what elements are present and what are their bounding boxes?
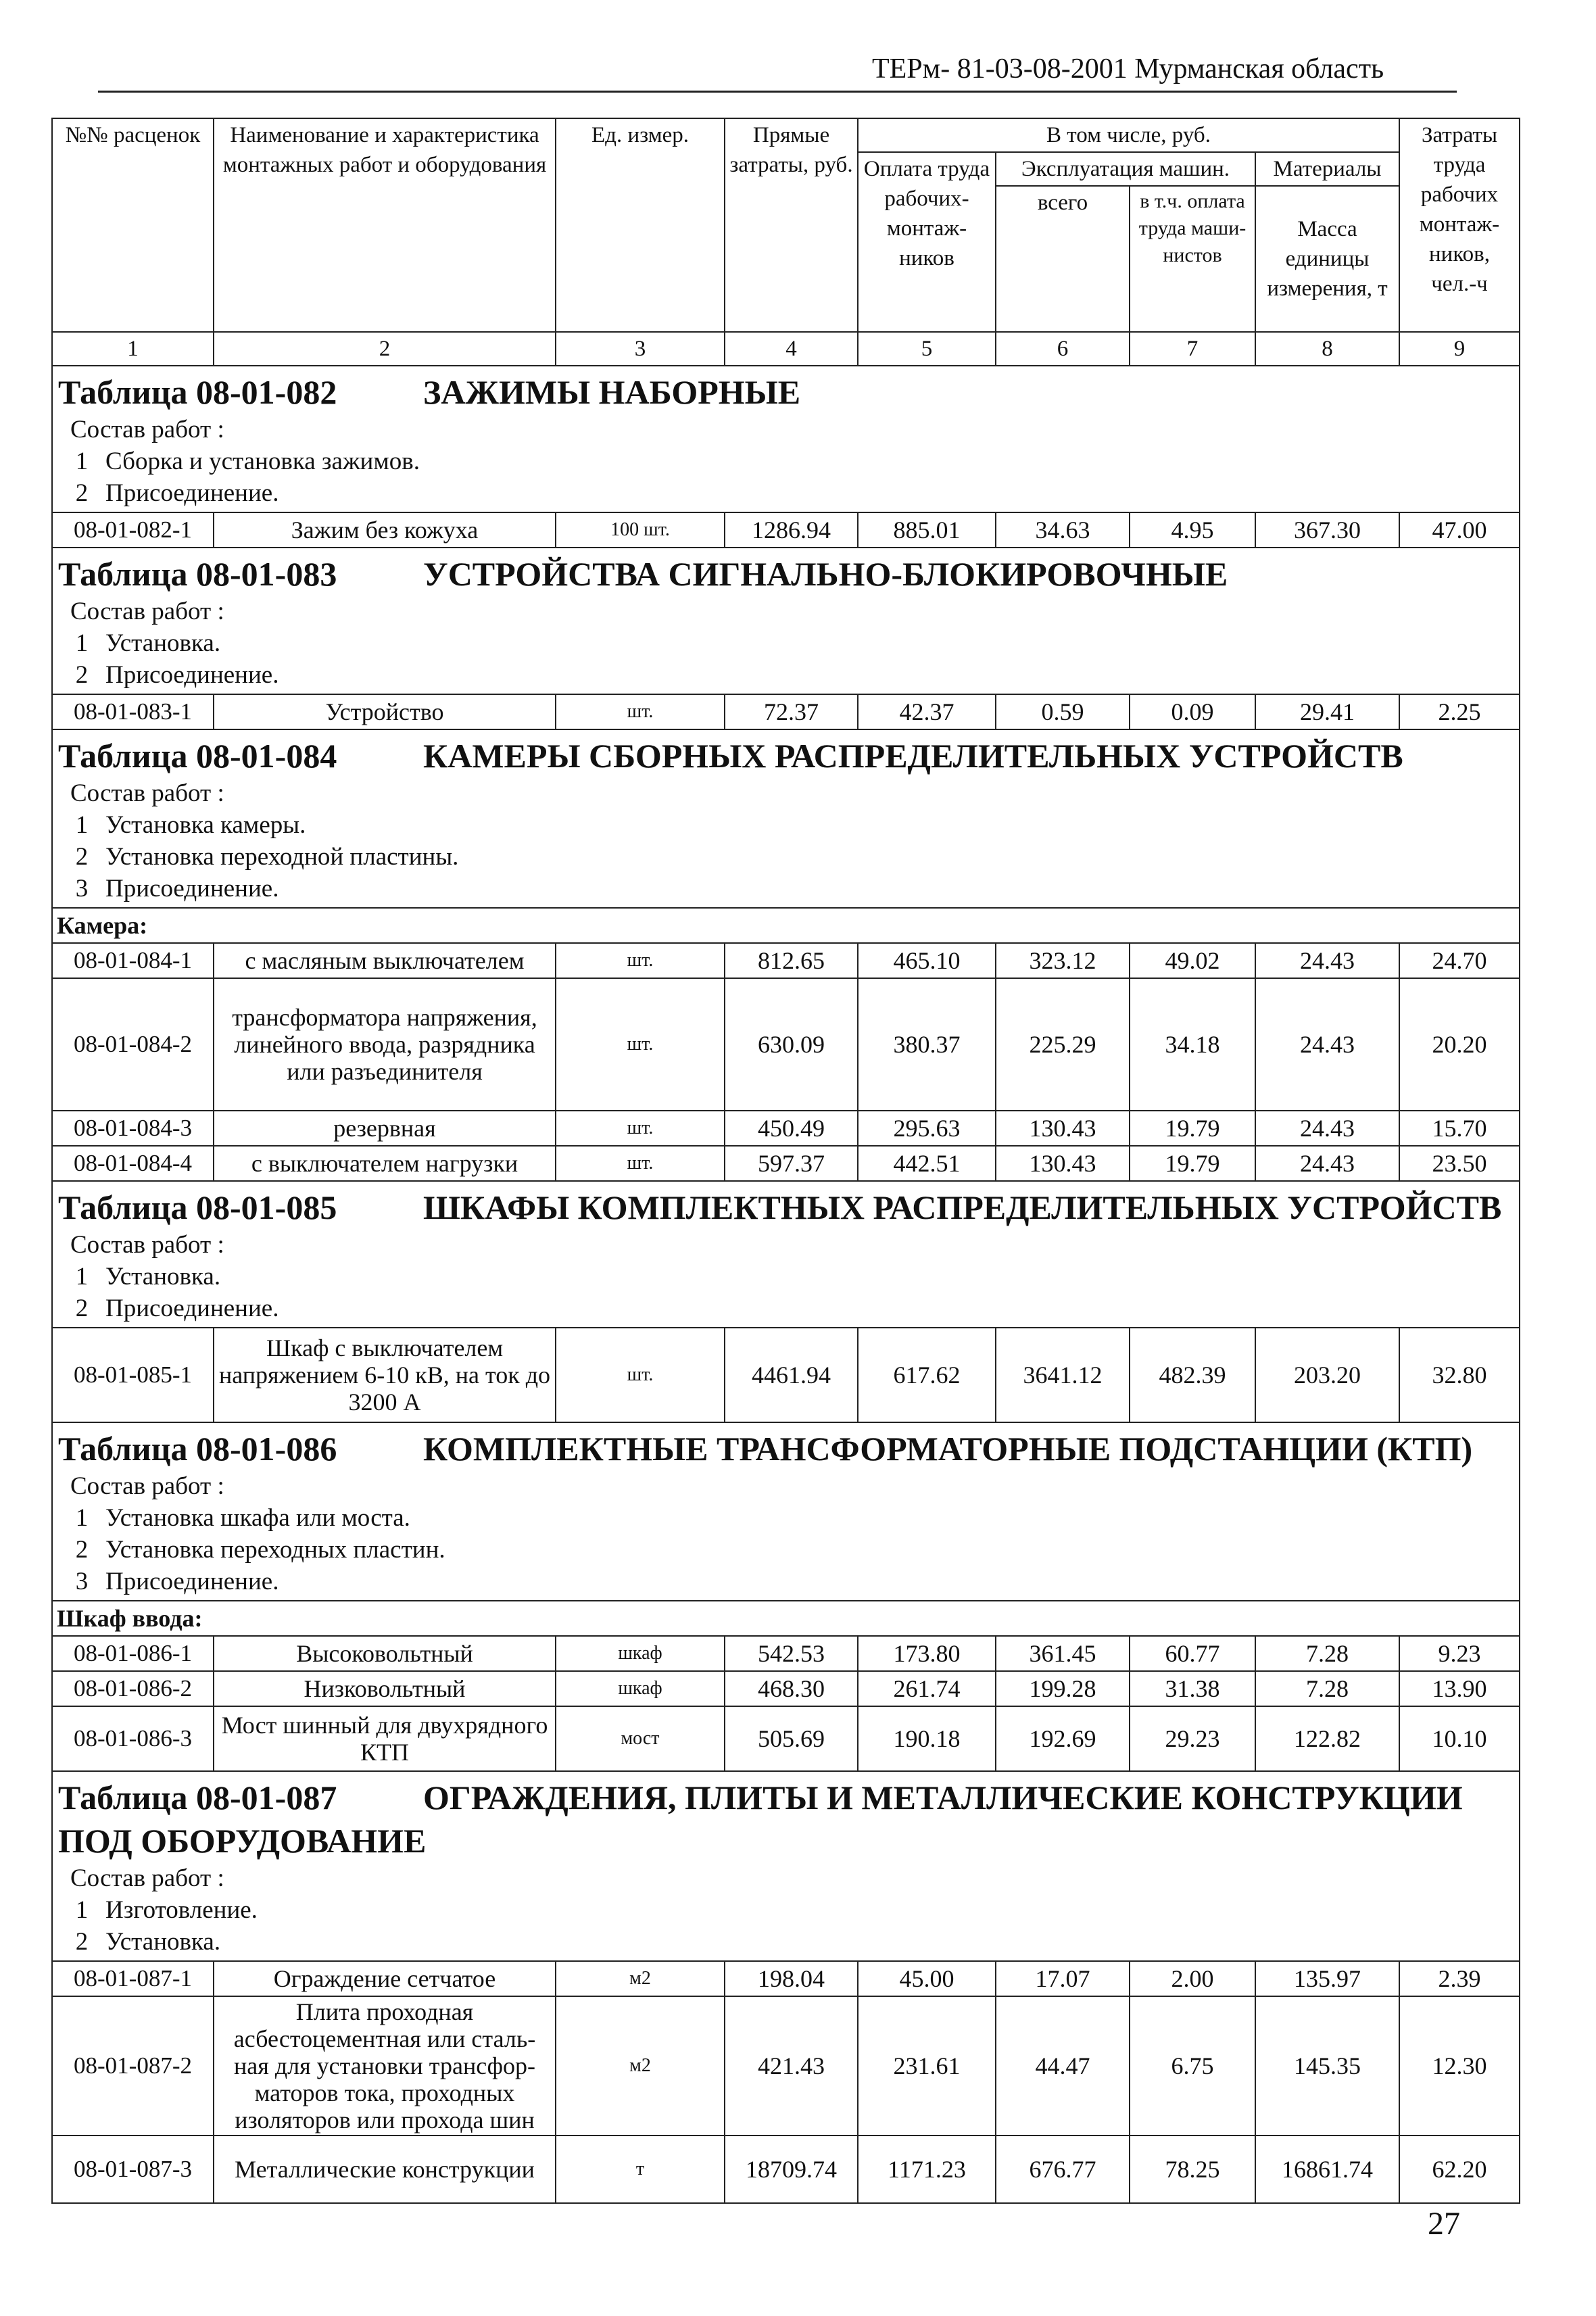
col-number: 3	[556, 332, 725, 366]
work-name: Устройство	[214, 694, 556, 729]
machine-labor-cost: 49.02	[1130, 943, 1255, 978]
labor-cost: 42.37	[858, 694, 996, 729]
works-item-text: Присоединение.	[105, 1568, 279, 1595]
unit: шт.	[556, 1111, 725, 1146]
rate-code: 08-01-084-4	[52, 1146, 214, 1181]
works-label: Состав работ :	[70, 1231, 224, 1259]
section-title	[58, 552, 1514, 596]
col-header-mass: Масса единицы измерения, т	[1255, 186, 1399, 332]
section-number: Таблица 08-01-082	[58, 373, 337, 411]
works-item	[58, 1534, 1514, 1566]
section-title	[58, 1186, 1514, 1229]
section-header	[52, 729, 1520, 908]
direct-cost: 597.37	[725, 1146, 858, 1181]
works-label: Состав работ :	[70, 598, 224, 625]
machine-cost: 130.43	[996, 1146, 1130, 1181]
labor-hours: 62.20	[1399, 2136, 1520, 2203]
labor-cost: 261.74	[858, 1671, 996, 1706]
direct-cost: 630.09	[725, 978, 858, 1111]
works-item-text: Установка переходной пластины.	[105, 843, 459, 871]
rate-code: 08-01-087-3	[52, 2136, 214, 2203]
works-item-text: Присоединение.	[105, 661, 279, 689]
works-item-text: Присоединение.	[105, 1295, 279, 1322]
page-number: 27	[1428, 2206, 1460, 2242]
works-item	[58, 1293, 1514, 1324]
table-row	[52, 1996, 1520, 2136]
table-row	[52, 1328, 1520, 1422]
labor-hours: 15.70	[1399, 1111, 1520, 1146]
works-item-number: 1	[75, 1896, 89, 1924]
machine-labor-cost: 19.79	[1130, 1146, 1255, 1181]
direct-cost: 18709.74	[725, 2136, 858, 2203]
labor-hours: 13.90	[1399, 1671, 1520, 1706]
works-label: Состав работ :	[70, 1472, 224, 1500]
machine-cost: 199.28	[996, 1671, 1130, 1706]
works-item-text: Присоединение.	[105, 479, 279, 507]
section-title	[58, 370, 1514, 414]
works-item-text: Установка.	[105, 1928, 221, 1956]
material-cost: 145.35	[1255, 1996, 1399, 2136]
works-item-text: Установка.	[105, 1263, 221, 1290]
section-number: Таблица 08-01-083	[58, 555, 337, 593]
unit: шт.	[556, 978, 725, 1111]
col-number: 5	[858, 332, 996, 366]
works-item-text: Установка шкафа или моста.	[105, 1504, 410, 1532]
machine-cost: 34.63	[996, 512, 1130, 548]
labor-cost: 231.61	[858, 1996, 996, 2136]
direct-cost: 72.37	[725, 694, 858, 729]
col-number: 6	[996, 332, 1130, 366]
section-name: ОГРАЖДЕНИЯ, ПЛИТЫ И МЕТАЛЛИЧЕСКИЕ КОНСТРУКЦИИ ПОД ОБОРУДОВАНИЕ	[58, 1779, 1463, 1860]
works-label: Состав работ :	[70, 1864, 224, 1892]
works-item-number: 1	[75, 811, 89, 839]
section-name: УСТРОЙСТВА СИГНАЛЬНО-БЛОКИРОВОЧНЫЕ	[423, 555, 1228, 593]
labor-cost: 45.00	[858, 1961, 996, 1996]
section-name: КАМЕРЫ СБОРНЫХ РАСПРЕДЕЛИТЕЛЬНЫХ УСТРОЙСТВ	[423, 737, 1403, 775]
works-item-number: 2	[75, 479, 89, 507]
section-header-row	[52, 1771, 1520, 1961]
machine-cost: 192.69	[996, 1706, 1130, 1771]
section-name: ЗАЖИМЫ НАБОРНЫЕ	[423, 373, 801, 411]
col-number: 7	[1130, 332, 1255, 366]
works-item-number: 2	[75, 1536, 89, 1564]
labor-hours: 23.50	[1399, 1146, 1520, 1181]
rate-code: 08-01-084-2	[52, 978, 214, 1111]
direct-cost: 812.65	[725, 943, 858, 978]
labor-cost: 190.18	[858, 1706, 996, 1771]
labor-cost: 1171.23	[858, 2136, 996, 2203]
unit: шт.	[556, 1328, 725, 1422]
group-row	[52, 908, 1520, 943]
works-item	[58, 627, 1514, 659]
unit: шкаф	[556, 1671, 725, 1706]
table-body	[52, 366, 1520, 2203]
rate-code: 08-01-086-3	[52, 1706, 214, 1771]
works-item-number: 3	[75, 1568, 89, 1595]
machine-cost: 323.12	[996, 943, 1130, 978]
table-row	[52, 2136, 1520, 2203]
labor-hours: 12.30	[1399, 1996, 1520, 2136]
labor-hours: 20.20	[1399, 978, 1520, 1111]
section-title	[58, 1776, 1514, 1862]
machine-cost: 225.29	[996, 978, 1130, 1111]
work-name: Плита проходная асбестоцементная или сталь-ная для установки трансфор-маторов тока, проходных изоляторов или прохода шин	[214, 1996, 556, 2136]
unit: шт.	[556, 1146, 725, 1181]
table-row	[52, 1961, 1520, 1996]
works-item-text: Установка.	[105, 629, 221, 657]
work-name: Металлические конструкции	[214, 2136, 556, 2203]
labor-hours: 10.10	[1399, 1706, 1520, 1771]
unit: м2	[556, 1996, 725, 2136]
labor-hours: 2.25	[1399, 694, 1520, 729]
labor-cost: 295.63	[858, 1111, 996, 1146]
works-item-number: 3	[75, 875, 89, 902]
col-header-code: №№ расценок	[52, 118, 214, 332]
table-row	[52, 1146, 1520, 1181]
work-name: резервная	[214, 1111, 556, 1146]
rate-code: 08-01-084-1	[52, 943, 214, 978]
material-cost: 24.43	[1255, 978, 1399, 1111]
section-header	[52, 1771, 1520, 1961]
machine-labor-cost: 60.77	[1130, 1636, 1255, 1671]
labor-cost: 442.51	[858, 1146, 996, 1181]
rate-code: 08-01-085-1	[52, 1328, 214, 1422]
machine-labor-cost: 6.75	[1130, 1996, 1255, 2136]
group-row	[52, 1601, 1520, 1636]
works-item-number: 2	[75, 1928, 89, 1956]
labor-cost: 617.62	[858, 1328, 996, 1422]
work-name: Низковольтный	[214, 1671, 556, 1706]
section-header-row	[52, 1422, 1520, 1601]
machine-labor-cost: 29.23	[1130, 1706, 1255, 1771]
rate-code: 08-01-086-1	[52, 1636, 214, 1671]
col-number: 1	[52, 332, 214, 366]
works-item	[58, 809, 1514, 841]
rate-code: 08-01-084-3	[52, 1111, 214, 1146]
material-cost: 367.30	[1255, 512, 1399, 548]
machine-cost: 0.59	[996, 694, 1130, 729]
work-name: с масляным выключателем	[214, 943, 556, 978]
section-number: Таблица 08-01-087	[58, 1779, 337, 1816]
works-item-text: Изготовление.	[105, 1896, 258, 1924]
rate-code: 08-01-083-1	[52, 694, 214, 729]
col-number: 2	[214, 332, 556, 366]
machine-labor-cost: 34.18	[1130, 978, 1255, 1111]
material-cost: 24.43	[1255, 1146, 1399, 1181]
section-header	[52, 1181, 1520, 1328]
machine-cost: 130.43	[996, 1111, 1130, 1146]
material-cost: 122.82	[1255, 1706, 1399, 1771]
works-label: Состав работ :	[70, 779, 224, 807]
works-item-number: 1	[75, 448, 89, 475]
work-name: Мост шинный для двухрядного КТП	[214, 1706, 556, 1771]
labor-hours: 24.70	[1399, 943, 1520, 978]
rate-code: 08-01-086-2	[52, 1671, 214, 1706]
material-cost: 24.43	[1255, 943, 1399, 978]
works-item	[58, 445, 1514, 477]
direct-cost: 1286.94	[725, 512, 858, 548]
table-row	[52, 978, 1520, 1111]
material-cost: 29.41	[1255, 694, 1399, 729]
document-header: ТЕРм- 81-03-08-2001 Мурманская область	[872, 53, 1384, 85]
section-title	[58, 1427, 1514, 1470]
section-number: Таблица 08-01-084	[58, 737, 337, 775]
section-number: Таблица 08-01-085	[58, 1188, 337, 1226]
material-cost: 7.28	[1255, 1671, 1399, 1706]
work-name: Зажим без кожуха	[214, 512, 556, 548]
section-name: ШКАФЫ КОМПЛЕКТНЫХ РАСПРЕДЕЛИТЕЛЬНЫХ УСТРОЙСТВ	[423, 1188, 1502, 1226]
col-header-name: Наименование и характеристика монтажных работ и оборудования	[214, 118, 556, 332]
section-header	[52, 548, 1520, 694]
machine-cost: 3641.12	[996, 1328, 1130, 1422]
works-item	[58, 873, 1514, 904]
works-item	[58, 1502, 1514, 1534]
labor-hours: 9.23	[1399, 1636, 1520, 1671]
machine-labor-cost: 2.00	[1130, 1961, 1255, 1996]
direct-cost: 198.04	[725, 1961, 858, 1996]
labor-cost: 380.37	[858, 978, 996, 1111]
works-item	[58, 477, 1514, 509]
direct-cost: 542.53	[725, 1636, 858, 1671]
machine-cost: 676.77	[996, 2136, 1130, 2203]
material-cost: 135.97	[1255, 1961, 1399, 1996]
work-name: с выключателем нагрузки	[214, 1146, 556, 1181]
rate-code: 08-01-087-1	[52, 1961, 214, 1996]
col-header-machines: Эксплуатация машин.	[996, 152, 1255, 186]
group-label: Шкаф ввода:	[52, 1601, 1520, 1636]
works-item-number: 2	[75, 843, 89, 871]
machine-labor-cost: 482.39	[1130, 1328, 1255, 1422]
section-header-row	[52, 366, 1520, 512]
labor-cost: 465.10	[858, 943, 996, 978]
col-header-labor: Оплата труда рабочих-монтаж-ников	[858, 152, 996, 332]
works-label: Состав работ :	[70, 416, 224, 443]
machine-labor-cost: 4.95	[1130, 512, 1255, 548]
material-cost: 24.43	[1255, 1111, 1399, 1146]
direct-cost: 4461.94	[725, 1328, 858, 1422]
table-row	[52, 1636, 1520, 1671]
unit: шт.	[556, 943, 725, 978]
col-header-including: В том числе, руб.	[858, 118, 1399, 152]
section-title	[58, 734, 1514, 777]
works-item-number: 2	[75, 1295, 89, 1322]
table-row	[52, 1111, 1520, 1146]
unit: м2	[556, 1961, 725, 1996]
col-number: 9	[1399, 332, 1520, 366]
machine-labor-cost: 78.25	[1130, 2136, 1255, 2203]
col-header-machines-total: всего	[996, 186, 1130, 332]
labor-hours: 47.00	[1399, 512, 1520, 548]
section-header-row	[52, 729, 1520, 908]
col-number: 4	[725, 332, 858, 366]
unit: шкаф	[556, 1636, 725, 1671]
works-item-number: 1	[75, 629, 89, 657]
works-item	[58, 1261, 1514, 1293]
direct-cost: 421.43	[725, 1996, 858, 2136]
table-row	[52, 512, 1520, 548]
machine-labor-cost: 0.09	[1130, 694, 1255, 729]
works-item-text: Установка переходных пластин.	[105, 1536, 445, 1564]
unit: шт.	[556, 694, 725, 729]
material-cost: 16861.74	[1255, 2136, 1399, 2203]
works-item-number: 1	[75, 1504, 89, 1532]
works-item-text: Установка камеры.	[105, 811, 306, 839]
rate-code: 08-01-087-2	[52, 1996, 214, 2136]
machine-labor-cost: 19.79	[1130, 1111, 1255, 1146]
work-name: Высоковольтный	[214, 1636, 556, 1671]
col-header-machines-labor: в т.ч. оплата труда маши-нистов	[1130, 186, 1255, 332]
col-header-unit: Ед. измер.	[556, 118, 725, 332]
labor-hours: 32.80	[1399, 1328, 1520, 1422]
col-header-direct: Прямые затраты, руб.	[725, 118, 858, 332]
section-header	[52, 1422, 1520, 1601]
col-header-materials: Материалы	[1255, 152, 1399, 186]
unit: т	[556, 2136, 725, 2203]
work-name: Шкаф с выключателем напряжением 6-10 кВ, на ток до 3200 А	[214, 1328, 556, 1422]
rate-code: 08-01-082-1	[52, 512, 214, 548]
table-row	[52, 1706, 1520, 1771]
group-label: Камера:	[52, 908, 1520, 943]
labor-cost: 885.01	[858, 512, 996, 548]
section-number: Таблица 08-01-086	[58, 1430, 337, 1468]
section-header-row	[52, 1181, 1520, 1328]
direct-cost: 505.69	[725, 1706, 858, 1771]
machine-labor-cost: 31.38	[1130, 1671, 1255, 1706]
table-row	[52, 1671, 1520, 1706]
material-cost: 203.20	[1255, 1328, 1399, 1422]
section-header	[52, 366, 1520, 512]
material-cost: 7.28	[1255, 1636, 1399, 1671]
section-header-row	[52, 548, 1520, 694]
unit: мост	[556, 1706, 725, 1771]
col-number: 8	[1255, 332, 1399, 366]
works-item-text: Присоединение.	[105, 875, 279, 902]
labor-cost: 173.80	[858, 1636, 996, 1671]
works-item	[58, 841, 1514, 873]
direct-cost: 450.49	[725, 1111, 858, 1146]
table-row	[52, 943, 1520, 978]
works-item	[58, 659, 1514, 691]
works-item	[58, 1566, 1514, 1597]
work-name: Ограждение сетчатое	[214, 1961, 556, 1996]
works-item-number: 2	[75, 661, 89, 689]
direct-cost: 468.30	[725, 1671, 858, 1706]
works-item-text: Сборка и установка зажимов.	[105, 448, 420, 475]
works-item-number: 1	[75, 1263, 89, 1290]
price-table	[51, 118, 1520, 2204]
section-name: КОМПЛЕКТНЫЕ ТРАНСФОРМАТОРНЫЕ ПОДСТАНЦИИ (КТП)	[423, 1430, 1473, 1468]
table-row	[52, 694, 1520, 729]
labor-hours: 2.39	[1399, 1961, 1520, 1996]
unit: 100 шт.	[556, 512, 725, 548]
works-item	[58, 1894, 1514, 1926]
works-item	[58, 1926, 1514, 1958]
machine-cost: 17.07	[996, 1961, 1130, 1996]
machine-cost: 44.47	[996, 1996, 1130, 2136]
header-rule	[98, 91, 1457, 93]
col-header-hours: Затраты труда рабочих монтаж-ников, чел.-ч	[1399, 118, 1520, 332]
machine-cost: 361.45	[996, 1636, 1130, 1671]
work-name: трансформатора напряжения, линейного ввода, разрядника или разъединителя	[214, 978, 556, 1111]
